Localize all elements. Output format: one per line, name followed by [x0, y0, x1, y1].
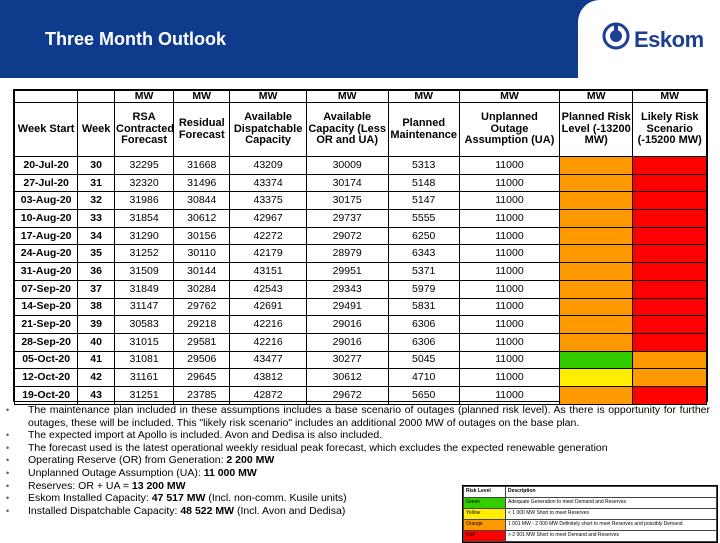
cell-week: 43 [78, 386, 115, 404]
cell-residual: 30612 [174, 210, 230, 228]
bullet-icon: • [6, 442, 10, 453]
bullet-icon: • [6, 505, 10, 516]
unit-cell [15, 91, 78, 103]
cell-week: 42 [78, 369, 115, 387]
column-header: Week Start [15, 103, 78, 157]
cell-avail-less: 30175 [306, 192, 388, 210]
cell-avail: 42216 [230, 333, 307, 351]
legend-description: > 2 001 MW Short to meet Demand and Reserves [506, 531, 717, 542]
cell-avail-less: 30174 [306, 174, 388, 192]
cell-rsa: 31290 [115, 227, 174, 245]
note-value: 13 200 MW [131, 479, 186, 492]
cell-avail-less: 29491 [306, 298, 388, 316]
cell-avail-less: 29737 [306, 210, 388, 228]
cell-likely-risk [633, 263, 707, 281]
logo-text: Eskom [634, 27, 704, 52]
cell-planned-risk [559, 192, 632, 210]
cell-week-start: 10-Aug-20 [15, 210, 78, 228]
cell-avail-less: 29672 [306, 386, 388, 404]
cell-residual: 29762 [174, 298, 230, 316]
cell-unplanned: 11000 [459, 174, 559, 192]
cell-likely-risk [633, 351, 707, 369]
cell-residual: 29581 [174, 333, 230, 351]
note-item [4, 454, 459, 467]
outlook-table [14, 90, 707, 405]
cell-unplanned: 11000 [459, 263, 559, 281]
note-item [4, 404, 710, 429]
note-item [4, 480, 459, 493]
cell-planned: 5831 [388, 298, 459, 316]
legend-level: Orange [464, 520, 506, 531]
cell-planned-risk [559, 351, 632, 369]
column-header: Planned Risk Level (-13200 MW) [559, 103, 632, 157]
column-header: Week [78, 103, 115, 157]
cell-week-start: 07-Sep-20 [15, 280, 78, 298]
cell-week: 34 [78, 227, 115, 245]
legend-row [464, 520, 717, 531]
cell-week: 36 [78, 263, 115, 281]
bullet-icon: • [6, 480, 10, 491]
table-row [15, 351, 707, 369]
note-tail: (Incl. Avon and Dedisa) [234, 504, 346, 517]
cell-planned: 6306 [388, 316, 459, 334]
cell-likely-risk [633, 192, 707, 210]
table-row [15, 245, 707, 263]
cell-planned: 5555 [388, 210, 459, 228]
note-text: Operating Reserve (OR) from Generation: [28, 454, 227, 467]
cell-planned-risk [559, 245, 632, 263]
cell-residual: 29506 [174, 351, 230, 369]
cell-week-start: 27-Jul-20 [15, 174, 78, 192]
note-item [4, 467, 459, 480]
table-row [15, 280, 707, 298]
unit-cell [78, 91, 115, 103]
cell-week-start: 05-Oct-20 [15, 351, 78, 369]
cell-rsa: 32320 [115, 174, 174, 192]
table-body [15, 157, 707, 405]
cell-week-start: 31-Aug-20 [15, 263, 78, 281]
cell-rsa: 31015 [115, 333, 174, 351]
cell-avail-less: 29016 [306, 316, 388, 334]
cell-avail: 43477 [230, 351, 307, 369]
cell-residual: 30144 [174, 263, 230, 281]
column-header: Available Dispatchable Capacity [230, 103, 307, 157]
table-row [15, 386, 707, 404]
note-item [4, 442, 712, 455]
outlook-table-container [13, 89, 708, 402]
cell-avail: 42872 [230, 386, 307, 404]
note-text: The maintenance plan included in these assumptions includes a base scenario of outages (planned risk level). As there is opportunity for further outages, these will be included. This "likely risk scenario" includes an additional 2000 MW of outages on the base plan. [28, 404, 710, 429]
note-text: Reserves: OR + UA = [28, 479, 132, 492]
cell-unplanned: 11000 [459, 298, 559, 316]
cell-planned: 5979 [388, 280, 459, 298]
legend-header-description: Description [506, 487, 717, 498]
table-row [15, 369, 707, 387]
table-row [15, 192, 707, 210]
cell-likely-risk [633, 280, 707, 298]
cell-residual: 29645 [174, 369, 230, 387]
cell-week-start: 20-Jul-20 [15, 157, 78, 175]
legend-row [464, 498, 717, 509]
cell-week: 33 [78, 210, 115, 228]
cell-week-start: 12-Oct-20 [15, 369, 78, 387]
cell-planned-risk [559, 157, 632, 175]
table-row [15, 210, 707, 228]
note-value: 11 000 MW [203, 466, 257, 479]
cell-unplanned: 11000 [459, 210, 559, 228]
cell-rsa: 31251 [115, 386, 174, 404]
cell-avail: 42216 [230, 316, 307, 334]
unit-cell: MW [115, 91, 174, 103]
cell-likely-risk [633, 174, 707, 192]
cell-residual: 29218 [174, 316, 230, 334]
cell-rsa: 31161 [115, 369, 174, 387]
note-item [4, 492, 459, 505]
cell-unplanned: 11000 [459, 192, 559, 210]
unit-cell: MW [174, 91, 230, 103]
cell-avail: 42691 [230, 298, 307, 316]
cell-week: 38 [78, 298, 115, 316]
cell-avail-less: 29072 [306, 227, 388, 245]
cell-unplanned: 11000 [459, 227, 559, 245]
column-header: Residual Forecast [174, 103, 230, 157]
cell-unplanned: 11000 [459, 333, 559, 351]
bullet-icon: • [6, 493, 10, 504]
cell-week: 40 [78, 333, 115, 351]
eskom-logo-icon [602, 22, 630, 50]
cell-week: 31 [78, 174, 115, 192]
cell-planned-risk [559, 174, 632, 192]
bullet-icon: • [6, 430, 10, 441]
cell-residual: 30110 [174, 245, 230, 263]
legend-header-level: Risk Level [464, 487, 506, 498]
cell-planned-risk [559, 333, 632, 351]
column-header: Likely Risk Scenario (-15200 MW) [633, 103, 707, 157]
unit-cell: MW [559, 91, 632, 103]
cell-likely-risk [633, 245, 707, 263]
cell-avail: 42543 [230, 280, 307, 298]
cell-unplanned: 11000 [459, 351, 559, 369]
cell-residual: 30156 [174, 227, 230, 245]
cell-week-start: 19-Oct-20 [15, 386, 78, 404]
unit-cell: MW [459, 91, 559, 103]
cell-planned-risk [559, 227, 632, 245]
legend-description: 1 001 MW - 2 000 MW Definitely short to meet Reserves and possibly Demand [506, 520, 717, 531]
legend-level: Red [464, 531, 506, 542]
table-row [15, 316, 707, 334]
cell-avail: 42967 [230, 210, 307, 228]
cell-unplanned: 11000 [459, 245, 559, 263]
cell-planned: 4710 [388, 369, 459, 387]
cell-planned: 5147 [388, 192, 459, 210]
note-value: 2 200 MW [226, 454, 275, 467]
table-row [15, 174, 707, 192]
legend-description: < 1 000 MW Short to meet Reserves [506, 509, 717, 520]
cell-rsa: 31849 [115, 280, 174, 298]
cell-residual: 31668 [174, 157, 230, 175]
cell-week-start: 24-Aug-20 [15, 245, 78, 263]
cell-residual: 23785 [174, 386, 230, 404]
cell-residual: 31496 [174, 174, 230, 192]
cell-planned: 5148 [388, 174, 459, 192]
legend-row [464, 509, 717, 520]
cell-residual: 30284 [174, 280, 230, 298]
column-header: RSA Contracted Forecast [115, 103, 174, 157]
cell-avail-less: 29343 [306, 280, 388, 298]
cell-likely-risk [633, 333, 707, 351]
cell-avail: 42179 [230, 245, 307, 263]
cell-planned-risk [559, 210, 632, 228]
cell-week: 35 [78, 245, 115, 263]
cell-planned: 6306 [388, 333, 459, 351]
cell-week: 39 [78, 316, 115, 334]
cell-avail: 43374 [230, 174, 307, 192]
cell-avail: 43151 [230, 263, 307, 281]
cell-unplanned: 11000 [459, 316, 559, 334]
cell-planned: 5650 [388, 386, 459, 404]
note-item [4, 505, 459, 518]
legend-level: Yellow [464, 509, 506, 520]
cell-week-start: 14-Sep-20 [15, 298, 78, 316]
cell-planned-risk [559, 369, 632, 387]
cell-avail-less: 30277 [306, 351, 388, 369]
cell-planned-risk [559, 298, 632, 316]
cell-residual: 30844 [174, 192, 230, 210]
cell-planned-risk [559, 263, 632, 281]
note-value: 48 522 MW [180, 504, 235, 517]
cell-likely-risk [633, 227, 707, 245]
cell-avail-less: 29951 [306, 263, 388, 281]
column-header: Unplanned Outage Assumption (UA) [459, 103, 559, 157]
cell-week-start: 17-Aug-20 [15, 227, 78, 245]
cell-unplanned: 11000 [459, 369, 559, 387]
risk-legend [462, 485, 718, 543]
header-row [15, 103, 707, 157]
cell-planned: 5371 [388, 263, 459, 281]
cell-week: 30 [78, 157, 115, 175]
legend-level: Green [464, 498, 506, 509]
note-text: Eskom Installed Capacity: [28, 492, 152, 505]
cell-likely-risk [633, 316, 707, 334]
cell-avail-less: 29016 [306, 333, 388, 351]
cell-unplanned: 11000 [459, 157, 559, 175]
cell-week-start: 21-Sep-20 [15, 316, 78, 334]
cell-avail-less: 30612 [306, 369, 388, 387]
cell-week-start: 28-Sep-20 [15, 333, 78, 351]
cell-week: 41 [78, 351, 115, 369]
cell-planned: 5313 [388, 157, 459, 175]
cell-planned-risk [559, 386, 632, 404]
units-row [15, 91, 707, 103]
cell-avail: 43375 [230, 192, 307, 210]
note-text: The expected import at Apollo is included. Avon and Dedisa is also included. [28, 429, 383, 442]
cell-avail: 42272 [230, 227, 307, 245]
cell-unplanned: 11000 [459, 280, 559, 298]
cell-planned-risk [559, 280, 632, 298]
cell-rsa: 31147 [115, 298, 174, 316]
cell-avail-less: 30009 [306, 157, 388, 175]
note-text: Installed Dispatchable Capacity: [28, 504, 181, 517]
unit-cell: MW [633, 91, 707, 103]
bullet-icon: • [6, 455, 10, 466]
cell-rsa: 31252 [115, 245, 174, 263]
cell-likely-risk [633, 298, 707, 316]
legend-description: Adequate Generation to meet Demand and Reserves [506, 498, 717, 509]
unit-cell: MW [230, 91, 307, 103]
note-item [4, 429, 712, 442]
cell-unplanned: 11000 [459, 386, 559, 404]
unit-cell: MW [388, 91, 459, 103]
note-value: 47 517 MW [151, 492, 206, 505]
cell-rsa: 31081 [115, 351, 174, 369]
column-header: Available Capacity (Less OR and UA) [306, 103, 388, 157]
slide-title: Three Month Outlook [45, 29, 226, 49]
logo-panel [578, 0, 720, 78]
cell-planned: 6250 [388, 227, 459, 245]
table-row [15, 333, 707, 351]
bullet-icon: • [6, 405, 10, 415]
cell-avail: 43812 [230, 369, 307, 387]
table-row [15, 298, 707, 316]
cell-planned: 6343 [388, 245, 459, 263]
table-row [15, 263, 707, 281]
bullet-icon: • [6, 467, 10, 478]
cell-likely-risk [633, 157, 707, 175]
cell-rsa: 30583 [115, 316, 174, 334]
cell-rsa: 32295 [115, 157, 174, 175]
cell-likely-risk [633, 369, 707, 387]
cell-likely-risk [633, 210, 707, 228]
cell-avail-less: 28979 [306, 245, 388, 263]
table-row [15, 227, 707, 245]
cell-rsa: 31854 [115, 210, 174, 228]
table-row [15, 157, 707, 175]
note-tail: (Incl. non-comm. Kusile units) [205, 492, 347, 505]
cell-week-start: 03-Aug-20 [15, 192, 78, 210]
note-text: Unplanned Outage Assumption (UA): [28, 466, 204, 479]
cell-planned-risk [559, 316, 632, 334]
cell-week: 37 [78, 280, 115, 298]
cell-rsa: 31986 [115, 192, 174, 210]
cell-week: 32 [78, 192, 115, 210]
note-text: The forecast used is the latest operational weekly residual peak forecast, which excludes the expected renewable generation [28, 441, 608, 454]
cell-avail: 43209 [230, 157, 307, 175]
unit-cell: MW [306, 91, 388, 103]
cell-rsa: 31509 [115, 263, 174, 281]
cell-likely-risk [633, 386, 707, 404]
slide-header [0, 0, 720, 78]
cell-planned: 5045 [388, 351, 459, 369]
column-header: Planned Maintenance [388, 103, 459, 157]
